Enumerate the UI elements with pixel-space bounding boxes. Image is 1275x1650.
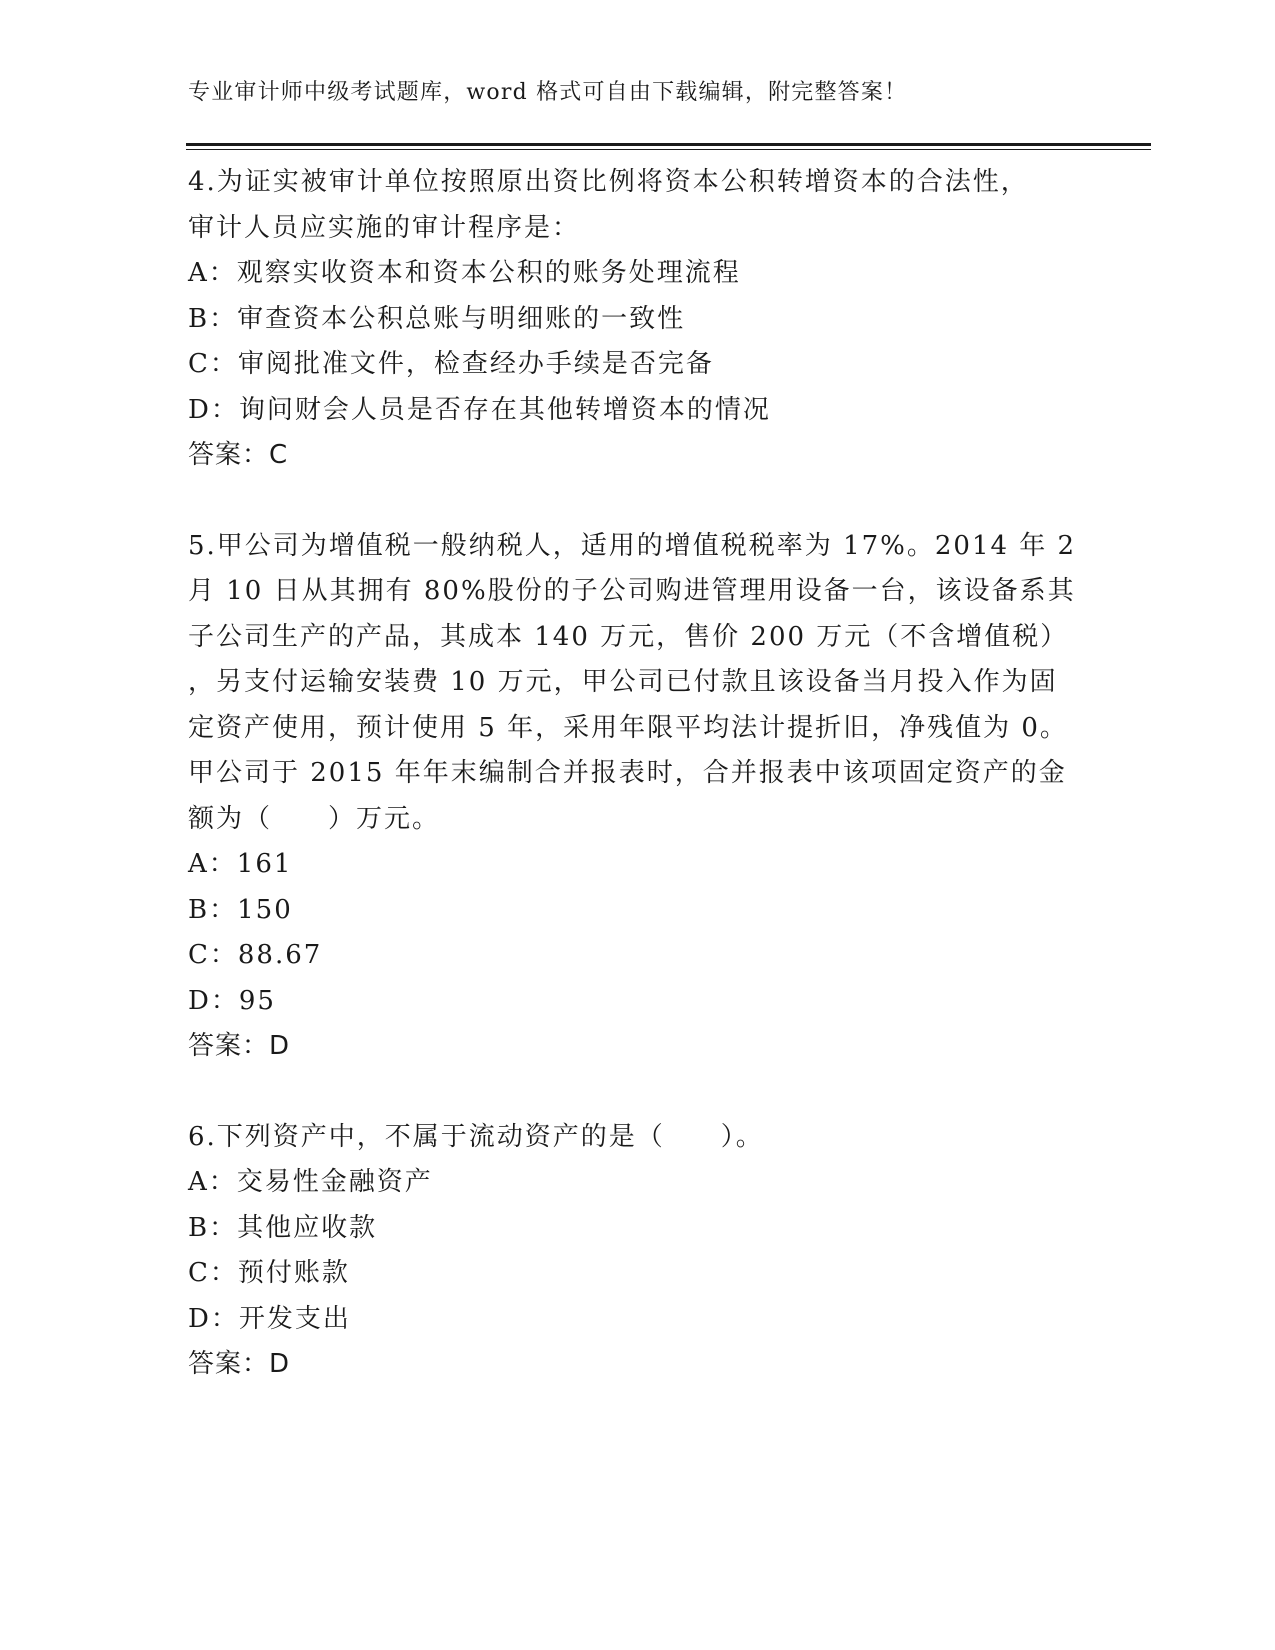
question-stem: 子公司生产的产品，其成本 140 万元，售价 200 万元（不含增值税） bbox=[188, 621, 1069, 652]
answer: 答案：C bbox=[188, 440, 289, 470]
question-stem: ，另支付运输安装费 10 万元，甲公司已付款且该设备当月投入作为固 bbox=[188, 667, 1058, 697]
option-c: C：预付账款 bbox=[188, 1258, 350, 1288]
answer: 答案：D bbox=[188, 1349, 291, 1379]
option-a: A：观察实收资本和资本公积的账务处理流程 bbox=[188, 258, 741, 288]
question-stem: 额为（ ）万元。 bbox=[188, 803, 441, 834]
option-b: B：150 bbox=[188, 894, 293, 925]
spacer bbox=[188, 479, 1088, 524]
option-c: C：审阅批准文件，检查经办手续是否完备 bbox=[188, 349, 714, 379]
question-4 bbox=[188, 160, 1088, 479]
question-stem: 甲公司于 2015 年年末编制合并报表时，合并报表中该项固定资产的金 bbox=[188, 758, 1067, 788]
option-d: D：开发支出 bbox=[188, 1303, 351, 1334]
question-stem: 月 10 日从其拥有 80%股份的子公司购进管理用设备一台，该设备系其 bbox=[188, 576, 1076, 606]
option-d: D：95 bbox=[188, 985, 276, 1016]
spacer bbox=[188, 1070, 1088, 1115]
page-header: 专业审计师中级考试题库，word 格式可自由下载编辑，附完整答案！ bbox=[188, 80, 908, 105]
answer: 答案：D bbox=[188, 1031, 291, 1061]
question-stem: 4.为证实被审计单位按照原出资比例将资本公积转增资本的合法性， bbox=[188, 167, 1029, 197]
option-b: B：其他应收款 bbox=[188, 1212, 378, 1243]
header-rule-thick bbox=[186, 143, 1151, 146]
question-stem: 定资产使用，预计使用 5 年，采用年限平均法计提折旧，净残值为 0。 bbox=[188, 712, 1068, 743]
option-a: A：161 bbox=[188, 849, 293, 879]
question-stem: 审计人员应实施的审计程序是： bbox=[188, 212, 581, 243]
option-c: C：88.67 bbox=[188, 940, 323, 970]
header-rule-thin bbox=[186, 149, 1151, 150]
question-stem: 5.甲公司为增值税一般纳税人，适用的增值税税率为 17%。2014 年 2 bbox=[188, 530, 1077, 561]
option-d: D：询问财会人员是否存在其他转增资本的情况 bbox=[188, 394, 771, 425]
option-a: A：交易性金融资产 bbox=[188, 1167, 433, 1197]
question-list bbox=[188, 160, 1088, 1388]
question-5 bbox=[188, 524, 1088, 1070]
question-6 bbox=[188, 1115, 1088, 1388]
option-b: B：审查资本公积总账与明细账的一致性 bbox=[188, 303, 686, 334]
question-stem: 6.下列资产中，不属于流动资产的是（ ）。 bbox=[188, 1121, 764, 1152]
